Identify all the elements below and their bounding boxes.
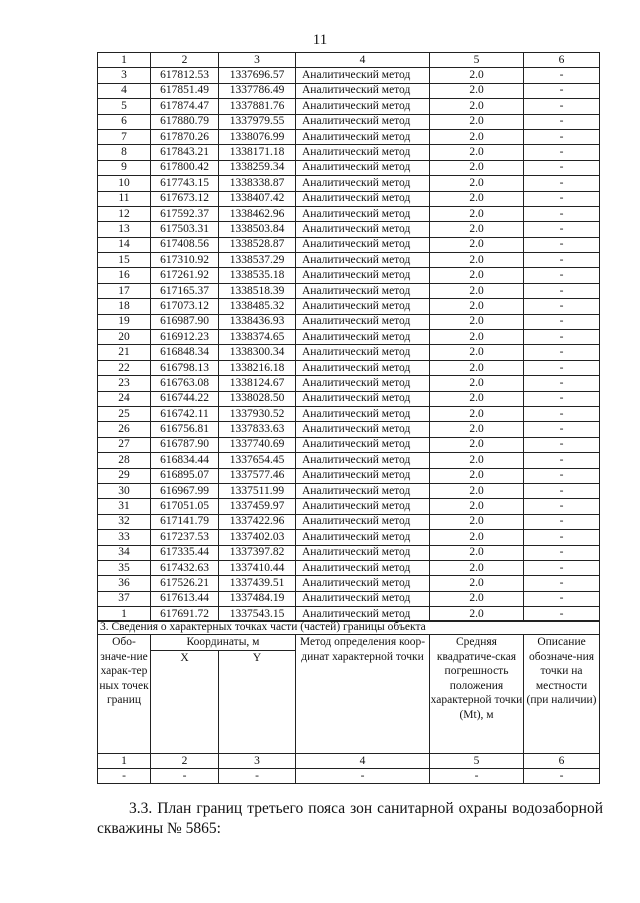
point-number: 37 [98, 591, 151, 606]
coord-x: 617237.53 [151, 530, 219, 545]
section-title: 3. Сведения о характерных точках части (частей) границы объекта [98, 621, 600, 635]
point-number: 1 [98, 607, 151, 622]
error: 2.0 [430, 160, 524, 175]
page-number: 11 [312, 32, 328, 48]
coord-y: 1337786.49 [219, 83, 296, 98]
point-number: 11 [98, 191, 151, 206]
coord-x: 616834.44 [151, 453, 219, 468]
table-row [98, 283, 600, 298]
description: - [524, 237, 600, 252]
table-row [98, 769, 600, 784]
point-number: 26 [98, 422, 151, 437]
coord-y: 1337410.44 [219, 560, 296, 575]
error: 2.0 [430, 545, 524, 560]
table-row [98, 406, 600, 421]
table-row [98, 391, 600, 406]
header-method: Метод определения коор-динат характерной точки [296, 635, 430, 754]
coord-x: 617526.21 [151, 576, 219, 591]
description: - [524, 483, 600, 498]
description: - [524, 253, 600, 268]
coord-y: 1337654.45 [219, 453, 296, 468]
point-number: 4 [98, 83, 151, 98]
coord-y: 1338537.29 [219, 253, 296, 268]
method: Аналитический метод [296, 406, 430, 421]
column-number: 3 [219, 754, 296, 769]
method: Аналитический метод [296, 222, 430, 237]
error: 2.0 [430, 314, 524, 329]
table-row [98, 206, 600, 221]
method: Аналитический метод [296, 129, 430, 144]
coord-y: 1337439.51 [219, 576, 296, 591]
point-number: 10 [98, 176, 151, 191]
coord-y: 1338518.39 [219, 283, 296, 298]
coord-x: 616987.90 [151, 314, 219, 329]
method: Аналитический метод [296, 283, 430, 298]
coord-x: 617743.15 [151, 176, 219, 191]
method: Аналитический метод [296, 330, 430, 345]
coord-x: 616763.08 [151, 376, 219, 391]
header-y: Y [219, 650, 296, 754]
coord-y: 1338259.34 [219, 160, 296, 175]
header-designation: Обо-значе-ние харак-тер ных точек границ [98, 635, 151, 754]
point-number: 23 [98, 376, 151, 391]
point-number: 19 [98, 314, 151, 329]
table-row [98, 345, 600, 360]
method: Аналитический метод [296, 114, 430, 129]
coord-x: 616742.11 [151, 406, 219, 421]
coord-x: 617073.12 [151, 299, 219, 314]
point-number: 14 [98, 237, 151, 252]
table-row [98, 422, 600, 437]
description: - [524, 299, 600, 314]
error: 2.0 [430, 591, 524, 606]
method: Аналитический метод [296, 453, 430, 468]
error: 2.0 [430, 253, 524, 268]
method: Аналитический метод [296, 376, 430, 391]
error: 2.0 [430, 468, 524, 483]
error: 2.0 [430, 83, 524, 98]
method: Аналитический метод [296, 607, 430, 622]
description: - [524, 160, 600, 175]
table-row [98, 530, 600, 545]
coord-y: 1338374.65 [219, 330, 296, 345]
method: Аналитический метод [296, 437, 430, 452]
coord-y: 1338124.67 [219, 376, 296, 391]
method: Аналитический метод [296, 268, 430, 283]
coord-x: 616895.07 [151, 468, 219, 483]
coord-y: 1337543.15 [219, 607, 296, 622]
coord-x: 617691.72 [151, 607, 219, 622]
coord-y: 1337881.76 [219, 99, 296, 114]
coord-y: 1338528.87 [219, 237, 296, 252]
coord-x: 616967.99 [151, 483, 219, 498]
point-number: 20 [98, 330, 151, 345]
table-row [98, 360, 600, 375]
description: - [524, 314, 600, 329]
method: Аналитический метод [296, 514, 430, 529]
error: 2.0 [430, 268, 524, 283]
column-number: 6 [524, 754, 600, 769]
point-number: 12 [98, 206, 151, 221]
description: - [524, 437, 600, 452]
point-number: 36 [98, 576, 151, 591]
table-row [98, 68, 600, 83]
header-description: Описание обозначе-ния точки на местности (при наличии) [524, 635, 600, 754]
description: - [524, 206, 600, 221]
table-row [98, 499, 600, 514]
table-row [98, 545, 600, 560]
table-row [98, 129, 600, 144]
coord-x: 617880.79 [151, 114, 219, 129]
coord-y: 1337397.82 [219, 545, 296, 560]
table-row [98, 237, 600, 252]
cell-value: - [524, 769, 600, 784]
method: Аналитический метод [296, 468, 430, 483]
error: 2.0 [430, 129, 524, 144]
method: Аналитический метод [296, 206, 430, 221]
point-number: 9 [98, 160, 151, 175]
point-number: 16 [98, 268, 151, 283]
coord-y: 1337930.52 [219, 406, 296, 421]
method: Аналитический метод [296, 253, 430, 268]
coord-y: 1337459.97 [219, 499, 296, 514]
description: - [524, 114, 600, 129]
description: - [524, 453, 600, 468]
coord-y: 1337740.69 [219, 437, 296, 452]
error: 2.0 [430, 345, 524, 360]
coord-x: 617408.56 [151, 237, 219, 252]
header-col-5: 5 [430, 53, 524, 68]
coord-x: 617673.12 [151, 191, 219, 206]
table-header-row [98, 53, 600, 68]
table-row [98, 453, 600, 468]
point-number: 18 [98, 299, 151, 314]
table-row [98, 576, 600, 591]
error: 2.0 [430, 422, 524, 437]
coordinates-table [97, 52, 600, 622]
coord-x: 617141.79 [151, 514, 219, 529]
section-3-table [97, 620, 600, 784]
method: Аналитический метод [296, 160, 430, 175]
coord-y: 1338171.18 [219, 145, 296, 160]
point-number: 31 [98, 499, 151, 514]
error: 2.0 [430, 406, 524, 421]
coord-x: 617165.37 [151, 283, 219, 298]
column-number: 1 [98, 754, 151, 769]
point-number: 29 [98, 468, 151, 483]
coord-y: 1338300.34 [219, 345, 296, 360]
coord-x: 617051.05 [151, 499, 219, 514]
error: 2.0 [430, 176, 524, 191]
header-col-1: 1 [98, 53, 151, 68]
method: Аналитический метод [296, 314, 430, 329]
coord-x: 616787.90 [151, 437, 219, 452]
point-number: 3 [98, 68, 151, 83]
point-number: 28 [98, 453, 151, 468]
point-number: 30 [98, 483, 151, 498]
coord-x: 617261.92 [151, 268, 219, 283]
coord-x: 616848.34 [151, 345, 219, 360]
description: - [524, 345, 600, 360]
error: 2.0 [430, 607, 524, 622]
point-number: 13 [98, 222, 151, 237]
description: - [524, 222, 600, 237]
table-row [98, 330, 600, 345]
method: Аналитический метод [296, 360, 430, 375]
description: - [524, 191, 600, 206]
coord-x: 617310.92 [151, 253, 219, 268]
error: 2.0 [430, 376, 524, 391]
description: - [524, 99, 600, 114]
method: Аналитический метод [296, 591, 430, 606]
table-row [98, 191, 600, 206]
coord-y: 1338216.18 [219, 360, 296, 375]
coord-y: 1337422.96 [219, 514, 296, 529]
error: 2.0 [430, 145, 524, 160]
method: Аналитический метод [296, 68, 430, 83]
coord-y: 1338503.84 [219, 222, 296, 237]
point-number: 7 [98, 129, 151, 144]
method: Аналитический метод [296, 422, 430, 437]
table-row [98, 468, 600, 483]
coord-x: 616798.13 [151, 360, 219, 375]
table-row [98, 176, 600, 191]
coord-x: 617851.49 [151, 83, 219, 98]
error: 2.0 [430, 499, 524, 514]
point-number: 27 [98, 437, 151, 452]
method: Аналитический метод [296, 576, 430, 591]
description: - [524, 560, 600, 575]
coord-y: 1337484.19 [219, 591, 296, 606]
description: - [524, 576, 600, 591]
plan-paragraph: 3.3. План границ третьего пояса зон санитарной охраны водозаборной скважины № 5865: [97, 800, 603, 837]
coord-x: 617335.44 [151, 545, 219, 560]
error: 2.0 [430, 437, 524, 452]
point-number: 35 [98, 560, 151, 575]
description: - [524, 514, 600, 529]
cell-value: - [98, 769, 151, 784]
method: Аналитический метод [296, 499, 430, 514]
point-number: 6 [98, 114, 151, 129]
coord-y: 1338076.99 [219, 129, 296, 144]
coord-x: 616744.22 [151, 391, 219, 406]
table-row [98, 160, 600, 175]
header-col-3: 3 [219, 53, 296, 68]
table-row [98, 145, 600, 160]
description: - [524, 145, 600, 160]
header-x: X [151, 650, 219, 754]
point-number: 32 [98, 514, 151, 529]
table-row [98, 483, 600, 498]
description: - [524, 176, 600, 191]
point-number: 25 [98, 406, 151, 421]
method: Аналитический метод [296, 530, 430, 545]
coord-y: 1338485.32 [219, 299, 296, 314]
coord-y: 1337696.57 [219, 68, 296, 83]
error: 2.0 [430, 560, 524, 575]
coord-x: 616756.81 [151, 422, 219, 437]
error: 2.0 [430, 391, 524, 406]
point-number: 33 [98, 530, 151, 545]
table-row [98, 83, 600, 98]
column-number-row [98, 754, 600, 769]
column-number: 5 [430, 754, 524, 769]
header-coordinates: Координаты, м [151, 635, 296, 651]
description: - [524, 68, 600, 83]
table-row [98, 514, 600, 529]
coord-x: 616912.23 [151, 330, 219, 345]
error: 2.0 [430, 114, 524, 129]
point-number: 17 [98, 283, 151, 298]
description: - [524, 129, 600, 144]
table-row [98, 437, 600, 452]
coord-x: 617613.44 [151, 591, 219, 606]
error: 2.0 [430, 191, 524, 206]
table-row [98, 114, 600, 129]
method: Аналитический метод [296, 176, 430, 191]
coord-x: 617812.53 [151, 68, 219, 83]
method: Аналитический метод [296, 560, 430, 575]
table-row [98, 314, 600, 329]
table-row [98, 222, 600, 237]
table-row [98, 299, 600, 314]
description: - [524, 268, 600, 283]
table-row [98, 253, 600, 268]
cell-value: - [219, 769, 296, 784]
cell-value: - [151, 769, 219, 784]
point-number: 21 [98, 345, 151, 360]
coord-x: 617870.26 [151, 129, 219, 144]
method: Аналитический метод [296, 545, 430, 560]
description: - [524, 330, 600, 345]
description: - [524, 83, 600, 98]
point-number: 22 [98, 360, 151, 375]
coord-y: 1337511.99 [219, 483, 296, 498]
coord-x: 617800.42 [151, 160, 219, 175]
description: - [524, 545, 600, 560]
coord-x: 617503.31 [151, 222, 219, 237]
coord-y: 1337833.63 [219, 422, 296, 437]
error: 2.0 [430, 576, 524, 591]
table-row [98, 268, 600, 283]
description: - [524, 468, 600, 483]
method: Аналитический метод [296, 345, 430, 360]
method: Аналитический метод [296, 99, 430, 114]
method: Аналитический метод [296, 83, 430, 98]
description: - [524, 360, 600, 375]
coord-y: 1337979.55 [219, 114, 296, 129]
header-col-6: 6 [524, 53, 600, 68]
coord-y: 1338535.18 [219, 268, 296, 283]
error: 2.0 [430, 283, 524, 298]
coord-y: 1337577.46 [219, 468, 296, 483]
description: - [524, 591, 600, 606]
cell-value: - [430, 769, 524, 784]
method: Аналитический метод [296, 191, 430, 206]
error: 2.0 [430, 237, 524, 252]
description: - [524, 607, 600, 622]
header-error: Средняя квадратиче-ская погрешность положения характерной точки (Mt), м [430, 635, 524, 754]
coord-x: 617432.63 [151, 560, 219, 575]
header-col-2: 2 [151, 53, 219, 68]
point-number: 15 [98, 253, 151, 268]
table-row [98, 376, 600, 391]
error: 2.0 [430, 206, 524, 221]
description: - [524, 283, 600, 298]
description: - [524, 422, 600, 437]
table-row [98, 99, 600, 114]
coord-x: 617874.47 [151, 99, 219, 114]
point-number: 34 [98, 545, 151, 560]
column-number: 4 [296, 754, 430, 769]
method: Аналитический метод [296, 299, 430, 314]
error: 2.0 [430, 483, 524, 498]
coord-y: 1338407.42 [219, 191, 296, 206]
description: - [524, 376, 600, 391]
column-number: 2 [151, 754, 219, 769]
error: 2.0 [430, 453, 524, 468]
coord-x: 617592.37 [151, 206, 219, 221]
method: Аналитический метод [296, 145, 430, 160]
table-row [98, 591, 600, 606]
point-number: 5 [98, 99, 151, 114]
error: 2.0 [430, 68, 524, 83]
error: 2.0 [430, 330, 524, 345]
method: Аналитический метод [296, 483, 430, 498]
coord-y: 1338436.93 [219, 314, 296, 329]
coord-y: 1338462.96 [219, 206, 296, 221]
error: 2.0 [430, 530, 524, 545]
method: Аналитический метод [296, 237, 430, 252]
error: 2.0 [430, 222, 524, 237]
description: - [524, 391, 600, 406]
cell-value: - [296, 769, 430, 784]
coord-y: 1338338.87 [219, 176, 296, 191]
header-col-4: 4 [296, 53, 430, 68]
error: 2.0 [430, 99, 524, 114]
error: 2.0 [430, 514, 524, 529]
coord-y: 1337402.03 [219, 530, 296, 545]
description: - [524, 406, 600, 421]
coord-x: 617843.21 [151, 145, 219, 160]
method: Аналитический метод [296, 391, 430, 406]
point-number: 24 [98, 391, 151, 406]
table-row [98, 560, 600, 575]
description: - [524, 499, 600, 514]
coord-y: 1338028.50 [219, 391, 296, 406]
point-number: 8 [98, 145, 151, 160]
error: 2.0 [430, 299, 524, 314]
error: 2.0 [430, 360, 524, 375]
description: - [524, 530, 600, 545]
